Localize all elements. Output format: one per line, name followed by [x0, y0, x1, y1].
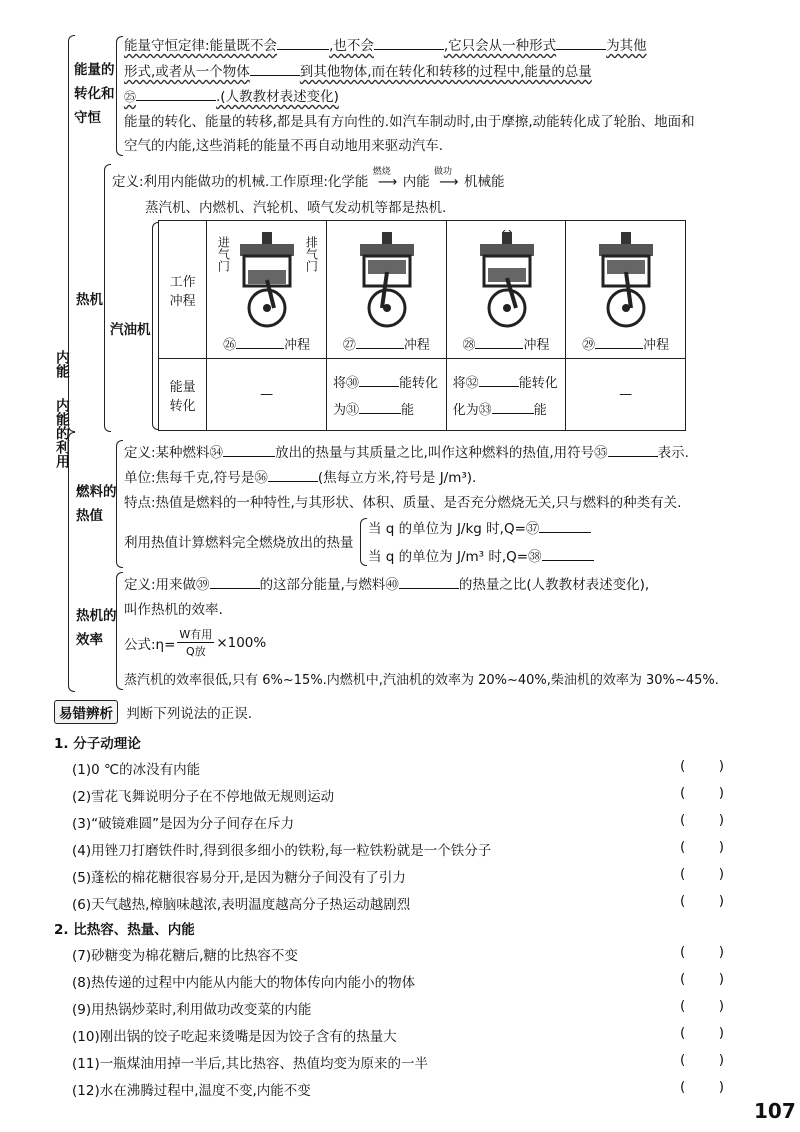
calc-brace [360, 518, 367, 566]
gasoline-engine-table [158, 220, 686, 431]
engine-cylinder-power-icon [472, 230, 542, 330]
answer-bracket[interactable] [680, 893, 724, 909]
energy-cell: — [207, 359, 327, 431]
fuel-calc-1 [368, 517, 591, 537]
stroke-answer [207, 334, 326, 353]
bracket-close: ) [718, 839, 724, 855]
bracket-close: ) [718, 758, 724, 774]
bracket-open: ( [680, 866, 686, 882]
fuel-unit [124, 466, 476, 486]
row-label-energy [159, 359, 207, 431]
engine-cylinder-exhaust-icon [591, 230, 661, 330]
fuel-text: 当 q 的单位为 J/m³ 时,Q=㊳ [368, 549, 542, 565]
bracket-close: ) [718, 866, 724, 882]
fuel-label [76, 480, 117, 528]
blank-number: ㉘ [462, 338, 476, 353]
fuel-text: (焦每立方米,符号是 J/m³). [317, 470, 477, 486]
fuel-brace [116, 440, 123, 568]
judgment-item: (2)雪花飞舞说明分子在不停地做无规则运动 [72, 789, 335, 805]
bracket-open: ( [680, 839, 686, 855]
stroke-suffix: 冲程 [523, 338, 550, 353]
direction-para-line2: 空气的内能,这些消耗的能量不再自动地用来驱动汽车. [124, 138, 444, 154]
law-text: ,也不会 [329, 38, 374, 54]
bracket-open: ( [680, 971, 686, 987]
row-label-line: 工作 [169, 274, 196, 290]
section-heading-1: 1. 分子动理论 [54, 736, 141, 752]
bracket-close: ) [718, 812, 724, 828]
judgment-item: (9)用热锅炒菜时,利用做功改变菜的内能 [72, 1002, 312, 1018]
stroke-answer [566, 334, 685, 353]
conv-line [333, 399, 446, 418]
stroke-cell [327, 221, 447, 359]
judgment-item: (4)用锉刀打磨铁件时,得到很多细小的铁粉,每一粒铁粉就是一个铁分子 [72, 843, 492, 859]
exhaust-valve-label: 排气门 [304, 236, 319, 272]
bracket-open: ( [680, 1079, 686, 1095]
formula-suffix: ×100% [216, 634, 267, 651]
judgment-item: (7)砂糖变为棉花糖后,糖的比热容不变 [72, 948, 298, 964]
conv-text: 将 [452, 375, 466, 391]
row-label-line: 能量 [169, 379, 196, 395]
bracket-close: ) [718, 893, 724, 909]
efficiency-text: 的这部分能量,与燃料㊵ [259, 577, 399, 593]
bracket-close: ) [718, 971, 724, 987]
answer-bracket[interactable] [680, 1052, 724, 1068]
row-label-stroke [159, 221, 207, 359]
energy-cell [446, 359, 566, 431]
conv-text: 能转化 [399, 375, 439, 391]
fuel-calc-label: 利用热值计算燃料完全燃烧放出的热量 [124, 535, 354, 551]
fuel-label-line: 燃料的 [76, 484, 117, 500]
intake-valve-label: 进气门 [216, 236, 231, 272]
fuel-text: 表示. [657, 445, 689, 461]
conv-text: 将 [333, 375, 347, 391]
answer-bracket[interactable] [680, 1025, 724, 1041]
efficiency-note: 蒸汽机的效率很低,只有 6%~15%.内燃机中,汽油机的效率为 20%~40%,柴油机的效率为 30%~45%. [124, 673, 719, 688]
engine-cylinder-compression-icon [352, 230, 422, 330]
fuel-label-line: 热值 [76, 508, 103, 524]
conv-text: 化为 [452, 402, 479, 418]
row-label-line: 冲程 [169, 293, 196, 309]
stroke-cell [207, 221, 327, 359]
conservation-law-line2 [124, 60, 592, 80]
fuel-text: 单位:焦每千克,符号是㊱ [124, 470, 268, 486]
side-label-top: 内能 [54, 350, 70, 378]
efficiency-label-line: 效率 [76, 632, 103, 648]
section-heading-2: 2. 比热容、热量、内能 [54, 922, 195, 938]
conservation-law-line3 [124, 85, 339, 105]
heat-engine-types: 蒸汽机、内燃机、汽轮机、喷气发动机等都是热机. [145, 200, 447, 216]
arrow-icon: ⟶ [439, 174, 459, 190]
engine-cylinder-intake-icon [232, 230, 302, 330]
fuel-text: 当 q 的单位为 J/kg 时,Q=㊲ [368, 521, 540, 537]
page-number: 107 [754, 1099, 796, 1123]
bracket-open: ( [680, 785, 686, 801]
arrow-icon: ⟶ [378, 174, 398, 190]
def-text: 机械能 [463, 174, 505, 190]
formula-numerator: W有用 [179, 628, 213, 641]
lower-brace [68, 432, 75, 692]
heat-engine-label: 热机 [76, 292, 103, 308]
bracket-close: ) [718, 785, 724, 801]
efficiency-label [76, 604, 117, 652]
law-text: 能量守恒定律:能量既不会 [124, 38, 278, 54]
energy-label-line: 能量的 [74, 62, 115, 78]
efficiency-brace [116, 572, 123, 690]
error-analysis-header [54, 700, 252, 724]
bracket-open: ( [680, 1052, 686, 1068]
conv-text: 能转化 [518, 375, 558, 391]
bracket-close: ) [718, 1025, 724, 1041]
efficiency-text: 的热量之比(人教教材表述变化), [458, 577, 650, 593]
conv-line [453, 399, 566, 418]
answer-bracket[interactable] [680, 839, 724, 855]
fuel-text: 定义:某种燃料㉞ [124, 445, 224, 461]
stroke-answer [447, 334, 566, 353]
judgment-item: (8)热传递的过程中内能从内能大的物体传向内能小的物体 [72, 975, 416, 991]
bracket-open: ( [680, 893, 686, 909]
energy-group-label [74, 58, 118, 130]
conv-line [333, 372, 446, 391]
direction-para-line1: 能量的转化、能量的转移,都是具有方向性的.如汽车制动时,由于摩擦,动能转化成了轮胎、地面和 [124, 114, 695, 130]
blank-number: ㉛ [346, 402, 360, 418]
blank-number: ㉖ [223, 338, 237, 353]
conv-line [453, 372, 566, 391]
law-text: 形式,或者从一个物体 [124, 64, 250, 80]
heat-engine-definition [112, 167, 505, 190]
efficiency-definition-line2: 叫作热机的效率. [124, 602, 223, 618]
judgment-item: (1)0 ℃的冰没有内能 [72, 762, 201, 778]
stroke-cell [446, 221, 566, 359]
bracket-close: ) [718, 944, 724, 960]
bracket-open: ( [680, 812, 686, 828]
stroke-cell [566, 221, 686, 359]
efficiency-text: 定义:用来做㊴ [124, 577, 210, 593]
bracket-open: ( [680, 1025, 686, 1041]
judgment-item: (6)天气越热,樟脑味越浓,表明温度越高分子热运动越剧烈 [72, 897, 411, 913]
blank-number: ㉗ [342, 338, 356, 353]
energy-label-line: 守恒 [74, 110, 101, 126]
judgment-item: (5)蓬松的棉花糖很容易分开,是因为糖分子间没有了引力 [72, 870, 406, 886]
formula-prefix: 公式:η= [124, 636, 176, 653]
stroke-suffix: 冲程 [403, 338, 430, 353]
bracket-close: ) [718, 1052, 724, 1068]
answer-bracket[interactable] [680, 785, 724, 801]
blank-number: ㉝ [478, 402, 492, 418]
def-text: 定义:利用内能做功的机械.工作原理:化学能 [112, 174, 369, 190]
law-text: 到其他物体,而在转化和转移的过程中,能量的总量 [299, 64, 592, 80]
judgment-item: (11)一瓶煤油用掉一半后,其比热容、热值均变为原来的一半 [72, 1056, 429, 1072]
judgment-item: (10)刚出锅的饺子吃起来烫嘴是因为饺子含有的热量大 [72, 1029, 397, 1045]
bracket-open: ( [680, 998, 686, 1014]
blank-number: ㉚ [346, 375, 360, 391]
energy-cell [327, 359, 447, 431]
stroke-suffix: 冲程 [284, 338, 311, 353]
judgment-item: (3)“破镜难圆”是因为分子间存在斥力 [72, 816, 295, 832]
error-analysis-tag: 易错辨析 [54, 700, 118, 724]
conservation-law-line1 [124, 34, 647, 54]
law-text: ,它只会从一种形式 [443, 38, 557, 54]
answer-bracket[interactable] [680, 812, 724, 828]
row-label-line: 转化 [169, 398, 196, 414]
fuel-text: 放出的热量与其质量之比,叫作这种燃料的热值,用符号㉟ [275, 445, 608, 461]
energy-cell: — [566, 359, 686, 431]
error-instruction: 判断下列说法的正误. [126, 706, 253, 722]
gasoline-engine-label: 汽油机 [110, 322, 151, 338]
fuel-definition [124, 441, 689, 461]
law-text: 为其他 [606, 38, 647, 54]
conv-text: 能 [533, 402, 547, 418]
arrow-label-burn: 燃烧 [372, 167, 391, 177]
bracket-close: ) [718, 1079, 724, 1095]
blank-number: ㉜ [465, 375, 479, 391]
side-label-bottom: 内能的利用 [54, 398, 70, 468]
formula-fraction [177, 626, 214, 659]
stroke-suffix: 冲程 [643, 338, 670, 353]
energy-brace [116, 36, 123, 156]
blank-number: ㉕ [124, 90, 137, 104]
answer-bracket[interactable] [680, 758, 724, 774]
textbook-note: .(人教教材表述变化) [216, 89, 339, 105]
conv-text: 为 [333, 402, 347, 418]
conv-text: 能 [401, 402, 415, 418]
answer-bracket[interactable] [680, 1079, 724, 1095]
bracket-open: ( [680, 944, 686, 960]
energy-label-line: 转化和 [74, 86, 115, 102]
stroke-answer [327, 334, 446, 353]
fuel-feature: 特点:热值是燃料的一种特性,与其形状、体积、质量、是否充分燃烧无关,只与燃料的种类有关. [124, 495, 682, 511]
efficiency-formula [124, 626, 266, 659]
efficiency-definition-line1 [124, 573, 649, 593]
fuel-calc-2 [368, 545, 594, 565]
bracket-close: ) [718, 998, 724, 1014]
def-text: 内能 [402, 174, 430, 190]
bracket-open: ( [680, 758, 686, 774]
answer-bracket[interactable] [680, 971, 724, 987]
formula-denominator: Q放 [186, 645, 206, 658]
judgment-item: (12)水在沸腾过程中,温度不变,内能不变 [72, 1083, 311, 1099]
answer-bracket[interactable] [680, 944, 724, 960]
answer-bracket[interactable] [680, 998, 724, 1014]
answer-bracket[interactable] [680, 866, 724, 882]
heat-engine-brace [104, 164, 111, 432]
blank-number: ㉙ [582, 338, 596, 353]
arrow-label-work: 做功 [433, 167, 452, 177]
efficiency-label-line: 热机的 [76, 608, 117, 624]
